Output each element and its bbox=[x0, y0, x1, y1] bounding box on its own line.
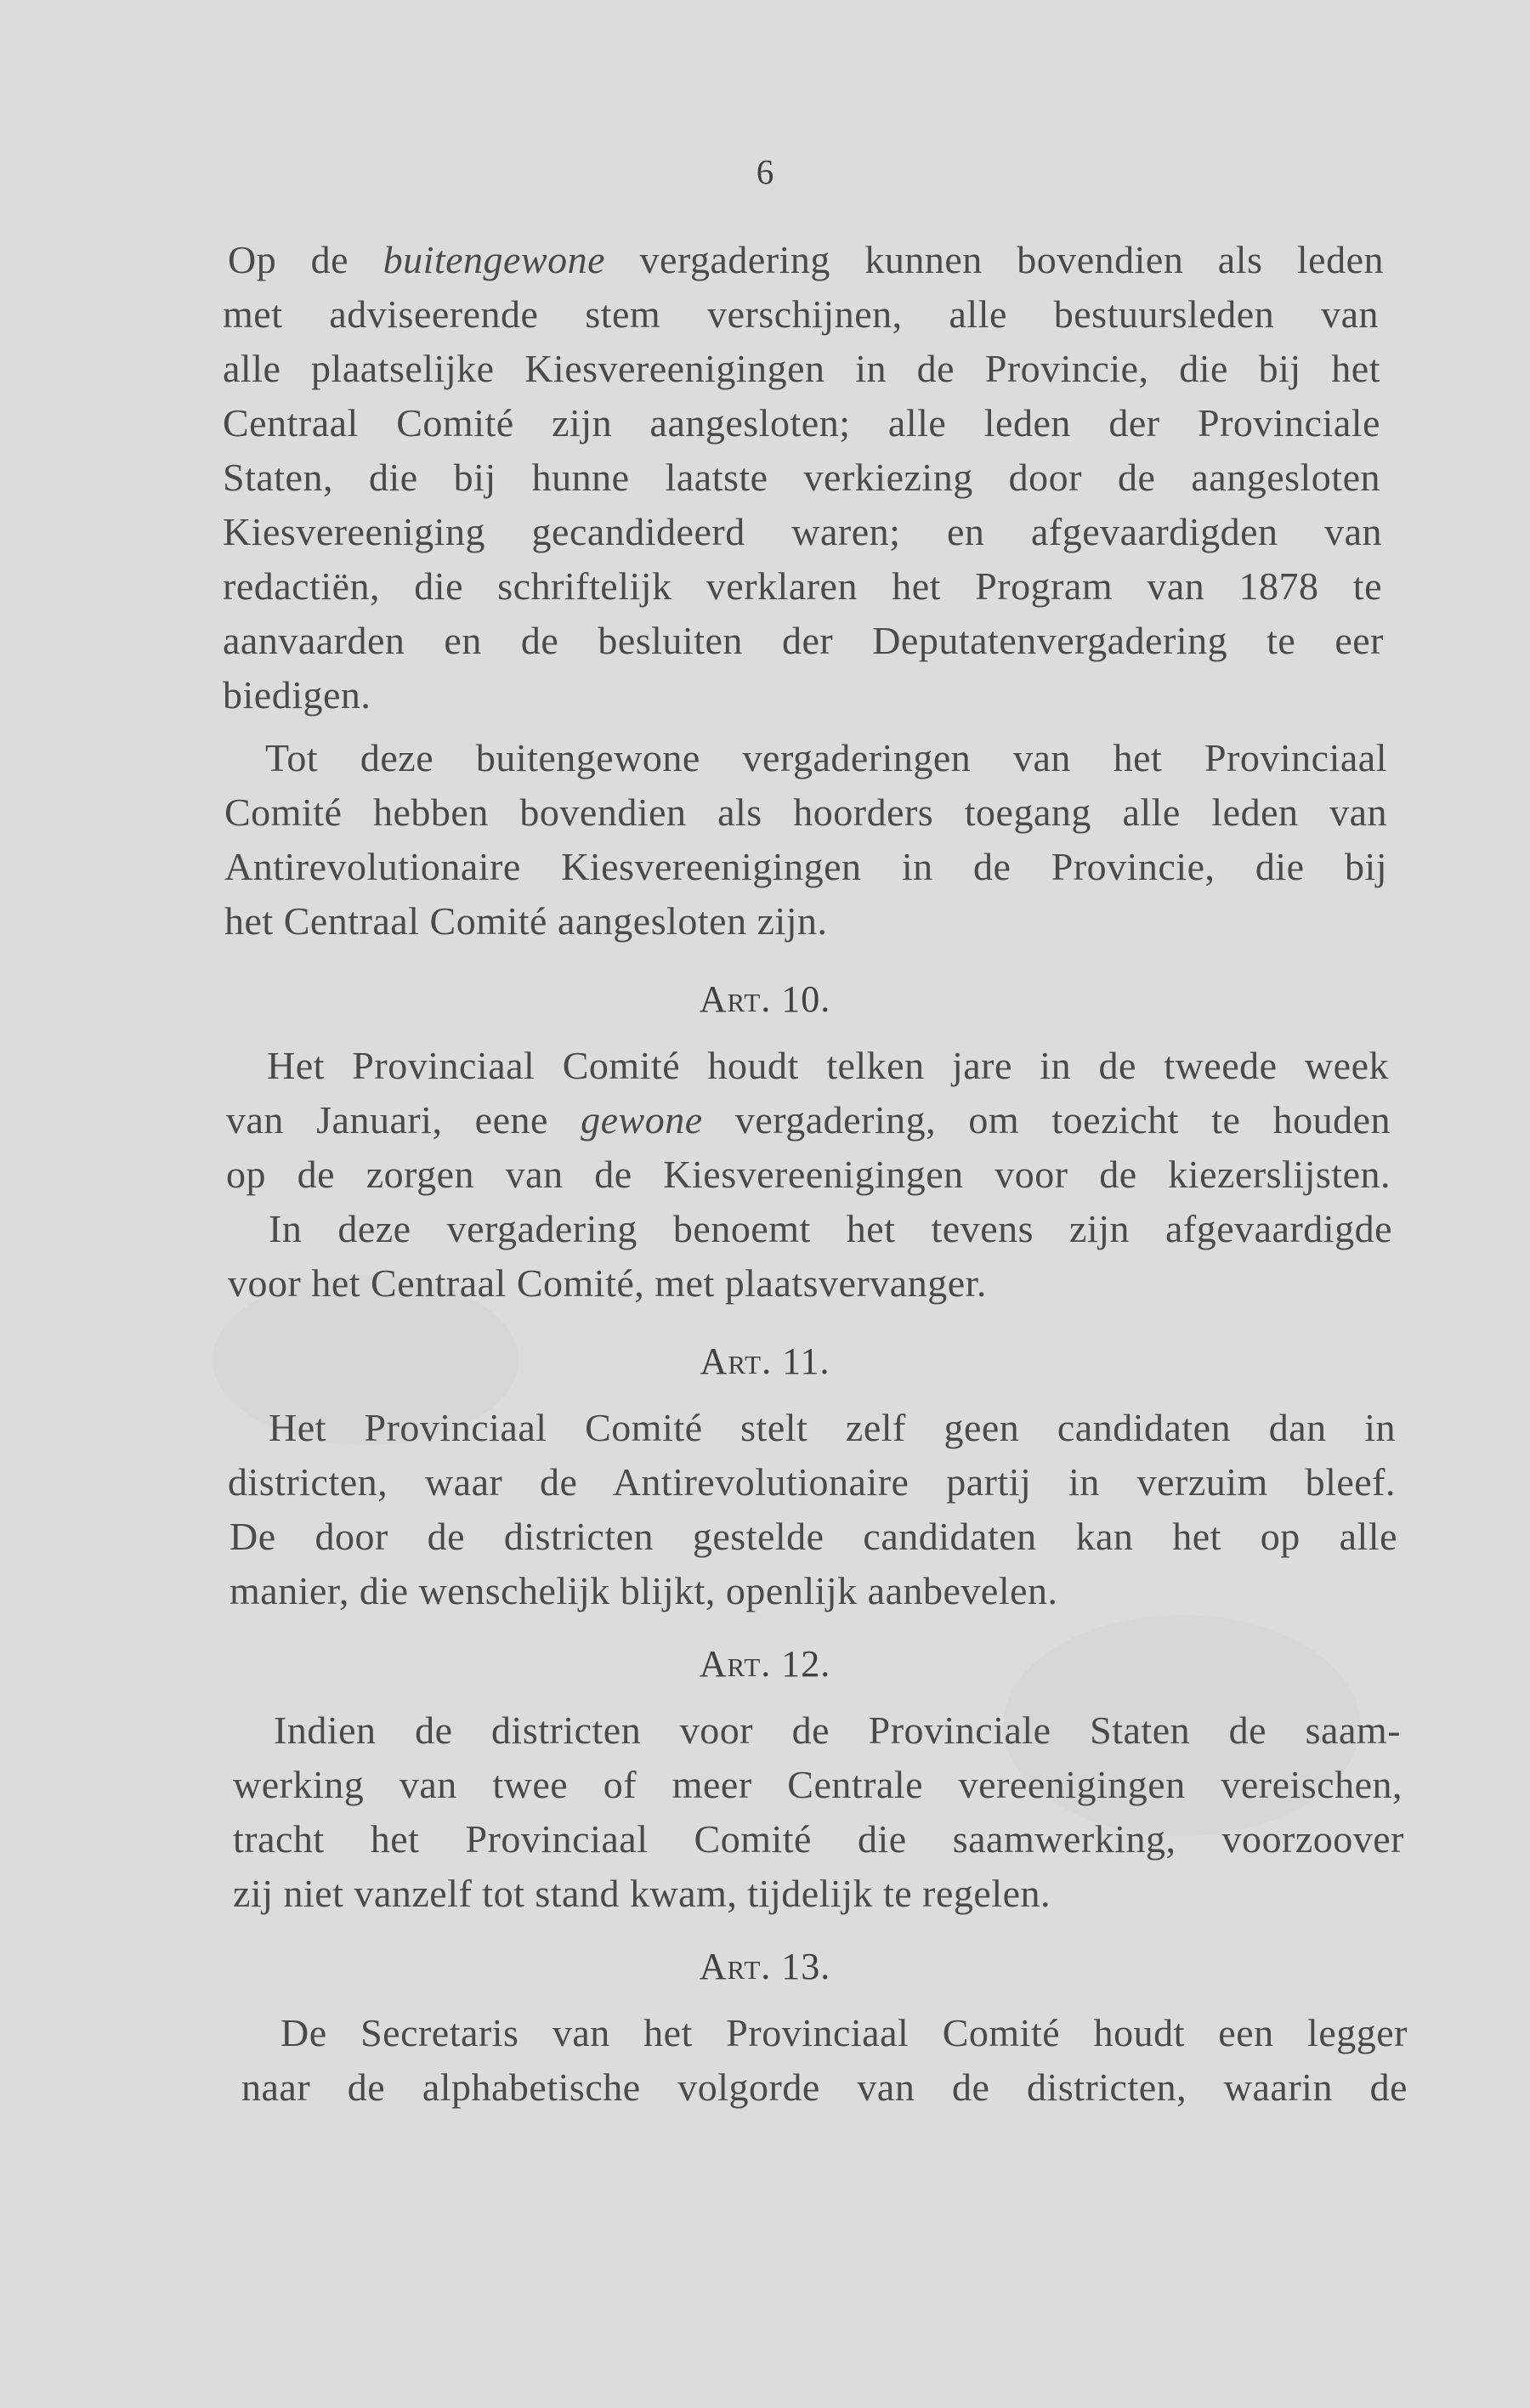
text-line: In deze vergadering benoemt het tevens zijn afgevaardigde bbox=[269, 1207, 1392, 1250]
text-segment: vergadering, om toezicht te houden bbox=[702, 1098, 1391, 1142]
article-heading-text: Art. 11. bbox=[700, 1340, 830, 1382]
text-line: De door de districten gestelde candidaten kan het op alle bbox=[230, 1515, 1397, 1558]
text-line: Kiesvereeniging gecandideerd waren; en afgevaardigden van bbox=[223, 510, 1382, 553]
article-heading bbox=[0, 974, 1530, 1025]
text-line: Antirevolutionaire Kiesvereenigingen in de Provincie, die bij bbox=[224, 845, 1387, 888]
text-line: zij niet vanzelf tot stand kwam, tijdelijk te regelen. bbox=[233, 1872, 1051, 1915]
text-line bbox=[228, 235, 1384, 286]
text-line: Het Provinciaal Comité stelt zelf geen candidaten dan in bbox=[269, 1406, 1396, 1449]
text-line: tracht het Provinciaal Comité die saamwerking, voorzoover bbox=[233, 1817, 1404, 1861]
text-line: voor het Centraal Comité, met plaatsvervanger. bbox=[228, 1261, 987, 1305]
text-line: redactiën, die schriftelijk verklaren het Program van 1878 te bbox=[223, 564, 1382, 608]
text-segment: van Januari, eene bbox=[226, 1098, 581, 1142]
text-line: naar de alphabetische volgorde van de districten, waarin de bbox=[241, 2065, 1408, 2109]
text-line: biedigen. bbox=[223, 673, 371, 717]
article-heading-text: Art. 10. bbox=[699, 978, 831, 1020]
text-line: Het Provinciaal Comité houdt telken jare in de tweede week bbox=[267, 1044, 1389, 1087]
text-line: manier, die wenschelijk blijkt, openlijk aanbevelen. bbox=[230, 1569, 1058, 1612]
article-heading bbox=[0, 1336, 1530, 1387]
text-line: Indien de districten voor de Provinciale Staten de saam- bbox=[274, 1708, 1401, 1752]
article-heading bbox=[0, 1941, 1530, 1992]
text-line: het Centraal Comité aangesloten zijn. bbox=[224, 899, 828, 943]
article-heading bbox=[0, 1639, 1530, 1690]
text-line: met adviseerende stem verschijnen, alle bestuursleden van bbox=[223, 292, 1379, 336]
text-line bbox=[226, 1095, 1391, 1146]
article-heading-text: Art. 13. bbox=[699, 1946, 831, 1987]
text-line: Comité hebben bovendien als hoorders toegang alle leden van bbox=[224, 790, 1387, 834]
italic-word: gewone bbox=[581, 1098, 703, 1142]
text-line: werking van twee of meer Centrale vereenigingen vereischen, bbox=[233, 1763, 1402, 1806]
text-segment: vergadering kunnen bovendien als leden bbox=[605, 238, 1384, 281]
text-line: Tot deze buitengewone vergaderingen van het Provinciaal bbox=[265, 736, 1387, 779]
italic-word: buitengewone bbox=[382, 238, 606, 281]
text-segment: Op de bbox=[228, 238, 383, 281]
text-line: aanvaarden en de besluiten der Deputatenvergadering te eer bbox=[223, 619, 1384, 662]
text-line: Staten, die bij hunne laatste verkiezing door de aangesloten bbox=[223, 456, 1380, 499]
text-line: districten, waar de Antirevolutionaire partij in verzuim bleef. bbox=[228, 1460, 1396, 1504]
text-line: De Secretaris van het Provinciaal Comité houdt een legger bbox=[280, 2011, 1408, 2054]
page-number: 6 bbox=[756, 152, 774, 191]
text-line: alle plaatselijke Kiesvereenigingen in de Provincie, die bij het bbox=[223, 347, 1380, 390]
text-line: op de zorgen van de Kiesvereenigingen voor de kiezerslijsten. bbox=[226, 1153, 1391, 1196]
text-line: Centraal Comité zijn aangesloten; alle leden der Provinciale bbox=[223, 401, 1380, 445]
article-heading-text: Art. 12. bbox=[699, 1643, 831, 1685]
